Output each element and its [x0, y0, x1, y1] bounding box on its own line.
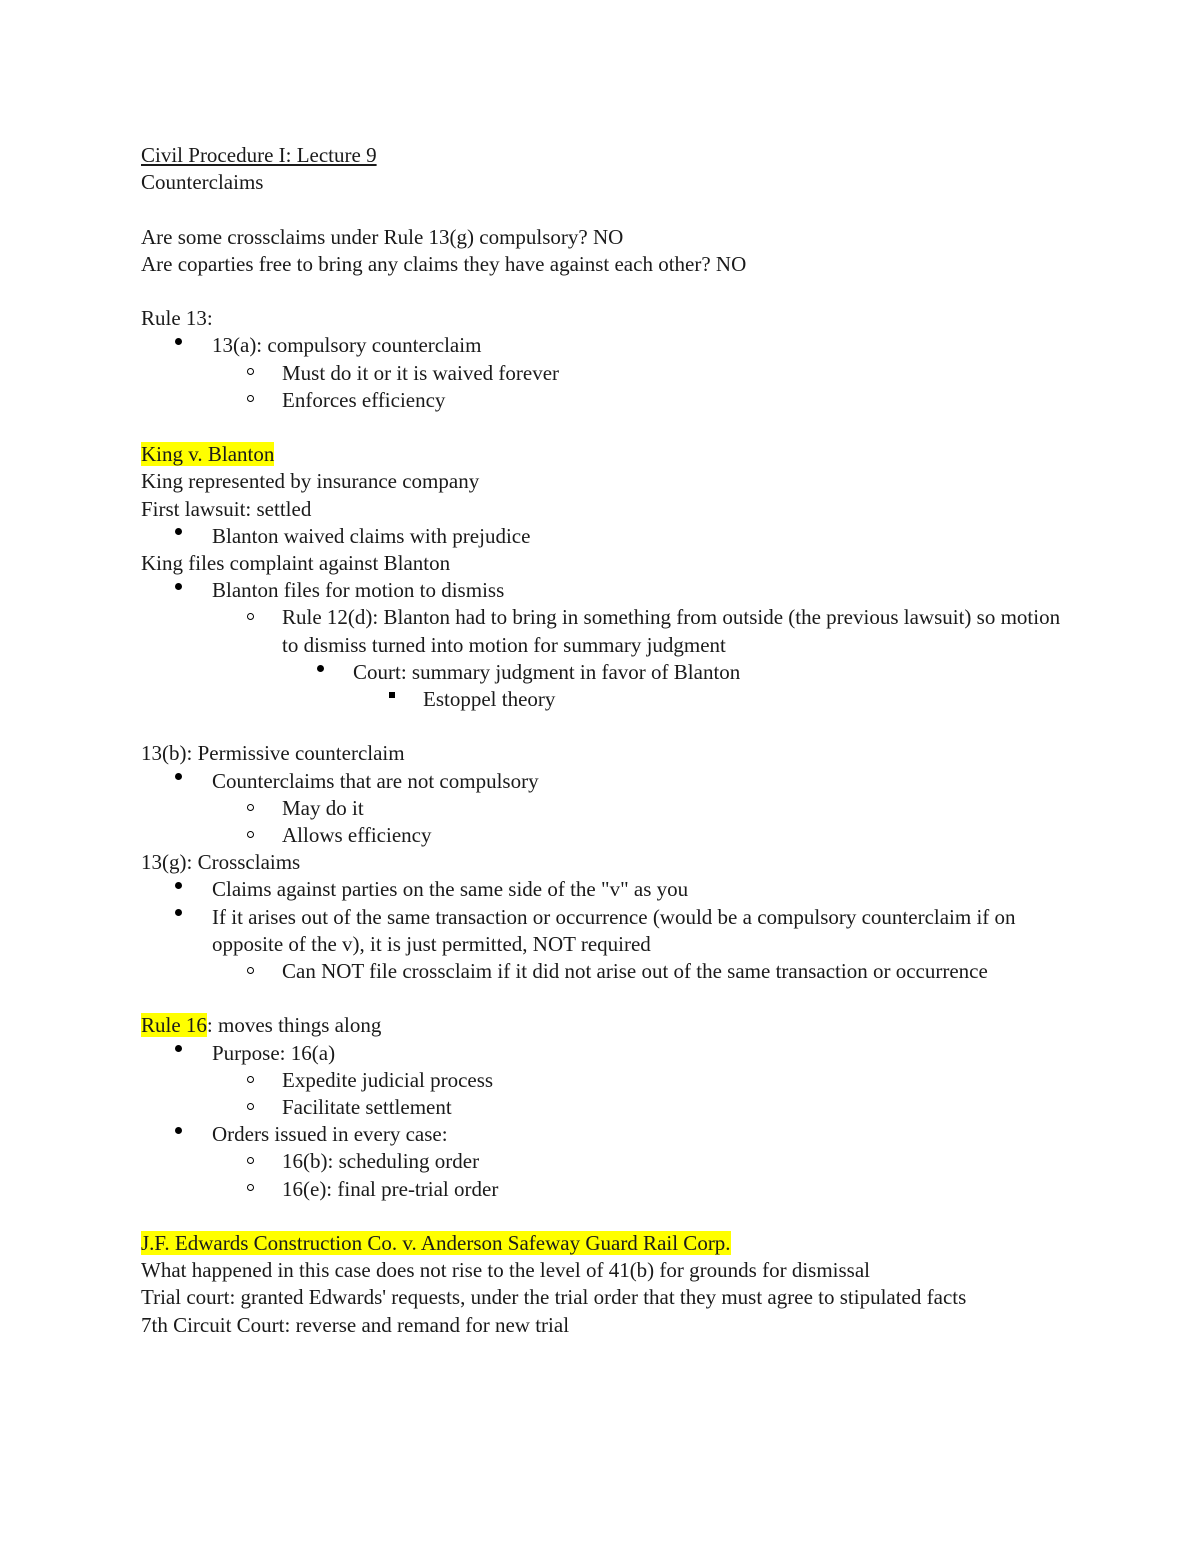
- list-item: Blanton waived claims with prejudice: [141, 523, 1071, 550]
- list-item: Estoppel theory: [141, 686, 1071, 713]
- circle-bullet-icon: [247, 1067, 254, 1094]
- bullet-icon: [317, 659, 324, 686]
- list-item: Rule 12(d): Blanton had to bring in something from outside (the previous lawsuit) so motion to dismiss turned into motion for summary judgment: [141, 604, 1071, 658]
- document-subtitle: Counterclaims: [141, 170, 264, 195]
- list-item: 16(b): scheduling order: [141, 1148, 1071, 1175]
- case-heading-king: [141, 441, 1071, 468]
- rule13g-heading: 13(g): Crossclaims: [141, 850, 301, 875]
- edwards-line-3: 7th Circuit Court: reverse and remand for new trial: [141, 1312, 570, 1337]
- square-bullet-icon: [389, 686, 395, 713]
- list-item: Blanton files for motion to dismiss: [141, 577, 1071, 604]
- case-heading-edwards: [141, 1230, 1071, 1257]
- list-item: Court: summary judgment in favor of Blanton: [141, 659, 1071, 686]
- highlighted-case-name: King v. Blanton: [141, 442, 275, 467]
- question-2: Are coparties free to bring any claims they have against each other? NO: [141, 251, 747, 276]
- document-body: [141, 142, 1071, 1339]
- king-line-2: First lawsuit: settled: [141, 496, 312, 521]
- highlighted-rule-name: Rule 16: [141, 1013, 207, 1038]
- list-item: Claims against parties on the same side of the "v" as you: [141, 876, 1071, 903]
- list-item: 16(e): final pre-trial order: [141, 1176, 1071, 1203]
- edwards-line-2: Trial court: granted Edwards' requests, under the trial order that they must agree to stipulated facts: [141, 1285, 967, 1310]
- bullet-icon: [175, 768, 182, 795]
- title-text: Civil Procedure I: Lecture 9: [141, 143, 377, 167]
- bullet-icon: [175, 523, 182, 550]
- spacer: [141, 196, 1071, 223]
- list-item: May do it: [141, 795, 1071, 822]
- rule13-heading: Rule 13:: [141, 306, 213, 331]
- circle-bullet-icon: [247, 1176, 254, 1203]
- list-item: Orders issued in every case:: [141, 1121, 1071, 1148]
- bullet-icon: [175, 876, 182, 903]
- list-item: Enforces efficiency: [141, 387, 1071, 414]
- spacer: [141, 713, 1071, 740]
- circle-bullet-icon: [247, 360, 254, 387]
- circle-bullet-icon: [247, 1094, 254, 1121]
- king-line-1: King represented by insurance company: [141, 469, 480, 494]
- bullet-icon: [175, 1040, 182, 1067]
- question-1: Are some crossclaims under Rule 13(g) compulsory? NO: [141, 224, 624, 249]
- list-item: Counterclaims that are not compulsory: [141, 768, 1071, 795]
- circle-bullet-icon: [247, 958, 254, 985]
- edwards-line-1: What happened in this case does not rise to the level of 41(b) for grounds for dismissal: [141, 1258, 870, 1283]
- circle-bullet-icon: [247, 822, 254, 849]
- circle-bullet-icon: [247, 1148, 254, 1175]
- list-item: Must do it or it is waived forever: [141, 360, 1071, 387]
- list-item: Can NOT file crossclaim if it did not arise out of the same transaction or occurrence: [141, 958, 1071, 985]
- bullet-icon: [175, 904, 182, 931]
- spacer: [141, 1203, 1071, 1230]
- list-item: If it arises out of the same transaction or occurrence (would be a compulsory counterclaim if on opposite of the v), it is just permitted, NOT required: [141, 904, 1071, 958]
- document-title: [141, 142, 1071, 169]
- rule16-heading: Rule 16: moves things along: [141, 1013, 382, 1038]
- list-item: Facilitate settlement: [141, 1094, 1071, 1121]
- circle-bullet-icon: [247, 387, 254, 414]
- spacer: [141, 278, 1071, 305]
- spacer: [141, 985, 1071, 1012]
- list-item: Expedite judicial process: [141, 1067, 1071, 1094]
- bullet-icon: [175, 577, 182, 604]
- list-item: Purpose: 16(a): [141, 1040, 1071, 1067]
- bullet-icon: [175, 332, 182, 359]
- list-item: Allows efficiency: [141, 822, 1071, 849]
- circle-bullet-icon: [247, 795, 254, 822]
- highlighted-case-name: J.F. Edwards Construction Co. v. Anderson Safeway Guard Rail Corp.: [141, 1231, 731, 1256]
- bullet-icon: [175, 1121, 182, 1148]
- list-item: 13(a): compulsory counterclaim: [141, 332, 1071, 359]
- spacer: [141, 414, 1071, 441]
- rule13b-heading: 13(b): Permissive counterclaim: [141, 741, 405, 766]
- circle-bullet-icon: [247, 604, 254, 631]
- king-line-3: King files complaint against Blanton: [141, 551, 451, 575]
